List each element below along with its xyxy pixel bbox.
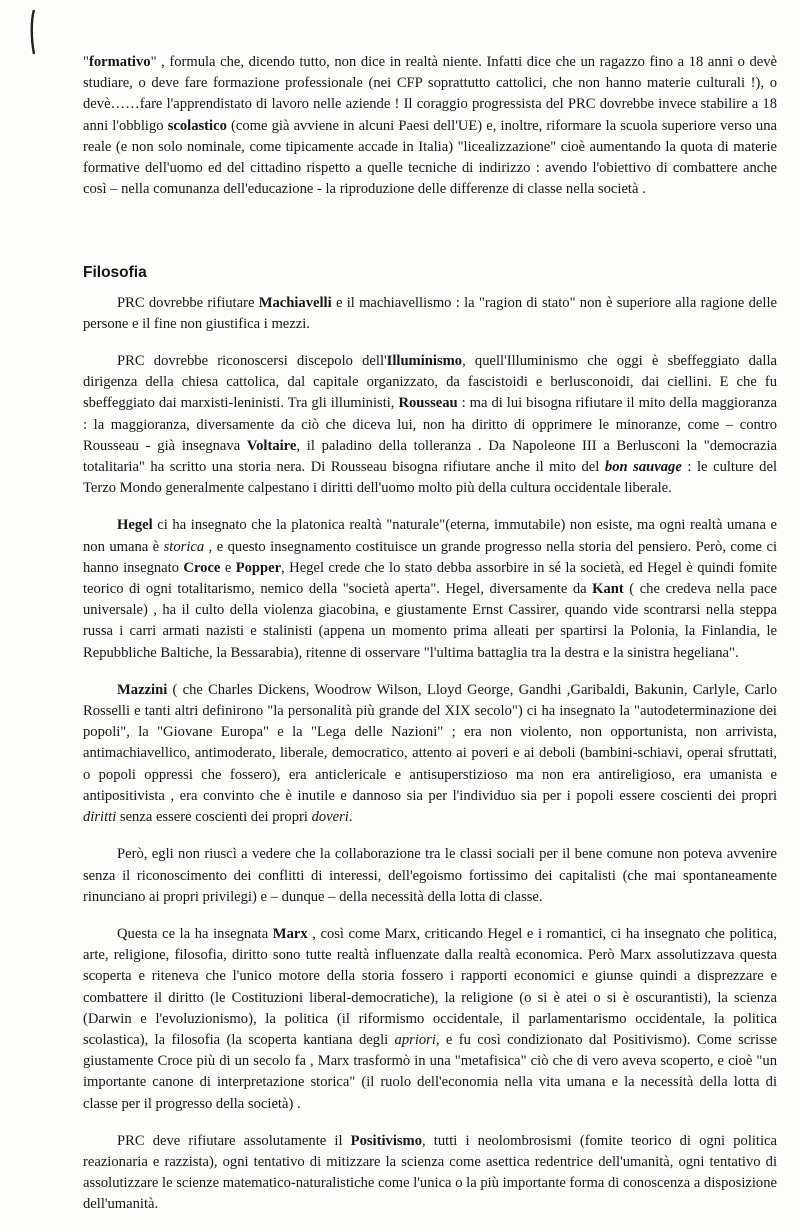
paragraph-machiavelli: PRC dovrebbe rifiutare Machiavelli e il machiavellismo : la "ragion di stato" non è superiore alla ragione delle persone e il fine non giustifica i mezzi. bbox=[83, 294, 777, 332]
bold-term: formativo bbox=[88, 54, 151, 70]
italic-term: bon sauvage bbox=[604, 459, 682, 476]
paragraph-classi: Però, egli non riuscì a vedere che la collaborazione tra le classi sociali per il bene comune non poteva avvenire senza il riconoscimento dei conflitti di interessi, dell'egoismo fortissimo dei capitalisti (che mai spontaneamente rinunciano ai propri privilegi) e – dunque – della necessità della lotta di classe. bbox=[83, 846, 777, 905]
paragraph-mazzini: Mazzini ( che Charles Dickens, Woodrow Wilson, Lloyd George, Gandhi ,Garibaldi, Bakunin, Carlyle, Carlo Rosselli e tanti altri definirono "la personalità più grande del XIX secolo") ci ha insegnato la "autodeterminazione dei popoli", la "Giovane Europa" e la "Lega delle Nazioni" ; era non violento, non opportunista, non arrivista, antimachiavellico, antimoderato, liberale, democratico, attento ai poveri e ai deboli (bambini-schiavi, operai sfruttati, o popoli oppressi che fossero), era anticlericale e antisuperstizioso ma non era antireligioso, era umanista e antipositivista , era convinto che è inutile e dannoso sia per l'individuo sia per i popoli essere coscienti dei propri diritti senza essere coscienti dei propri doveri. bbox=[83, 681, 777, 826]
bold-term: Mazzini bbox=[117, 681, 168, 698]
section-title: Filosofia bbox=[83, 264, 147, 282]
bold-term: Hegel bbox=[117, 517, 153, 534]
bold-term: Voltaire bbox=[246, 437, 297, 454]
bold-term: Rousseau bbox=[398, 395, 458, 412]
italic-term: apriori bbox=[394, 1031, 436, 1048]
bold-term: Popper bbox=[235, 559, 282, 576]
italic-term: doveri bbox=[311, 809, 349, 826]
bold-term: Machiavelli bbox=[258, 294, 332, 311]
italic-term: storica bbox=[163, 538, 205, 555]
bold-term: Marx bbox=[272, 925, 308, 942]
italic-term: diritti bbox=[83, 809, 117, 826]
paragraph-positivismo: PRC deve rifiutare assolutamente il Positivismo, tutti i neolombrosismi (fomite teorico di ogni politica reazionaria e razzista), ogni tentativo di mitizzare la scienza come asettica redentrice dell'umanità, ogni tentativo di assolutizzare le scienze matematico-naturalistiche come l'unica o la più importante forma di conoscenza a disposizione dell'umanità. bbox=[83, 1132, 777, 1213]
intro-paragraph: "formativo" , formula che, dicendo tutto, non dice in realtà niente. Infatti dice che un ragazzo fino a 18 anni o devè studiare, o deve fare formazione professionale (nei CFP soprattutto cattolici, che non hanno materie culturali !), o devè……fare l'apprendistato di lavoro nelle aziende ! Il coraggio progressista del PRC dovrebbe invece stabilire a 18 anni l'obbligo scolastico (come già avviene in alcuni Paesi dell'UE) e, inoltre, riformare la scuola superiore verso una reale (e non solo nominale, come tipicamente accade in Italia) "licealizzazione" cioè aumentando la quota di materie formative dell'uomo ed del cittadino rispetto a quelle tecniche di indirizzo : avendo l'obiettivo di combattere anche così – nella comunanza dell'educazione - la riproduzione delle differenze di classe nella società . bbox=[83, 54, 777, 198]
bold-term: scolastico bbox=[167, 117, 227, 134]
bold-term: Positivismo bbox=[350, 1132, 423, 1149]
paragraph-hegel: Hegel ci ha insegnato che la platonica realtà "naturale"(eterna, immutabile) non esiste, ma ogni realtà umana e non umana è storica , e questo insegnamento costituisce un grande progresso nella storia del pensiero. Però, come ci hanno insegnato Croce e Popper, Hegel crede che lo stato debba assorbire in sé la società, ed Hegel è quindi fomite teorico di ogni totalitarismo, nemico della "società aperta". Hegel, diversamente da Kant ( che credeva nella pace universale) , ha il culto della violenza giacobina, e giustamente Ernst Cassirer, quando vide scontrarsi nella steppa russa i carri armati nazisti e stalinisti (appena un momento prima alleati per spartirsi la Polonia, la Finlandia, le Repubbliche Baltiche, la Bessarabia), ritenne di osservare "l'ultima battaglia tra la destra e la sinistra hegeliana". bbox=[83, 517, 777, 661]
bold-term: Croce bbox=[183, 559, 221, 576]
document-page bbox=[83, 52, 777, 1232]
bold-term: Illuminismo bbox=[386, 353, 463, 370]
paragraph-illuminismo: PRC dovrebbe riconoscersi discepolo dell'Illuminismo, quell'Illuminismo che oggi è sbeffeggiato dalla dirigenza della chiesa cattolica, dal capitale organizzato, da fascistoidi e berlusconoidi, dai ciellini. E che fu sbeffeggiato dai marxisti-leninisti. Tra gli illuministi, Rousseau : ma di lui bisogna rifiutare il mito della maggioranza : la maggioranza, diversamente da ciò che diceva lui, non ha diritto di opprimere le minoranze, come – contro Rousseau - già insegnava Voltaire, il paladino della tolleranza . Da Napoleone III a Berlusconi la "democrazia totalitaria" ha scritto una storia nera. Di Rousseau bisogna rifiutare anche il mito del bon sauvage : le culture del Terzo Mondo generalmente calpestano i diritti dell'uomo molto più della cultura occidentale liberale. bbox=[83, 353, 778, 497]
scan-mark bbox=[30, 8, 36, 56]
bold-term: Kant bbox=[592, 581, 624, 598]
paragraph-marx: Questa ce la ha insegnata Marx , così come Marx, criticando Hegel e i romantici, ci ha insegnato che politica, arte, religione, filosofia, diritto sono tutte realtà influenzate dalla realtà economica. Però Marx assolutizzava questa scoperta e riteneva che l'unico motore della storia fossero i rapporti economici e giunse quindi a disprezzare e combattere il diritto (le Costituzioni liberal-democratiche), la religione (o si è atei o si è oscurantisti), la scienza (Darwin e l'evoluzionismo), la politica (il riformismo occidentale, il parlamentarismo occidentale, la politica scolastica), la filosofia (la scoperta kantiana degli apriori, e fu così condizionato dal Positivismo). Come scrisse giustamente Croce più di un secolo fa , Marx trasformò in una "metafisica" ciò che di vero aveva scoperto, e cioè "un importante canone di interpretazione storica" (il ruolo dell'economia nella vita umana e la necessità della lotta di classe per il progresso della società) . bbox=[83, 925, 777, 1112]
